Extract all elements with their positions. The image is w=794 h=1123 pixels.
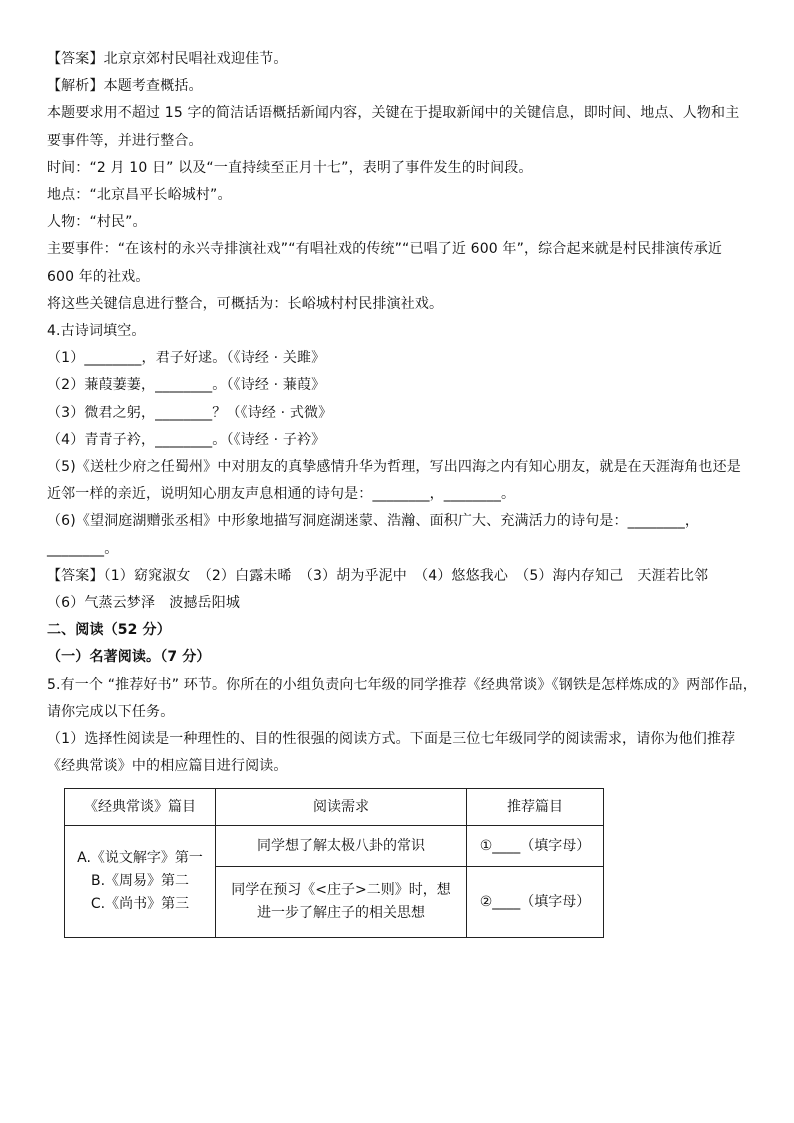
- option-b: B.《周易》第二: [90, 873, 190, 890]
- body-text: 主要事件：“在该村的永兴寺排演社戏”“有唱社戏的传统”“已唱了近 600 年”，综合起来就是村民排演传承近: [47, 241, 723, 258]
- body-text: 600 年的社戏。: [47, 268, 150, 285]
- option-c: C.《尚书》第三: [90, 896, 190, 913]
- body-text: 将这些关键信息进行整合，可概括为：长峪城村村民排演社戏。: [47, 295, 444, 312]
- body-text: 本题要求用不超过 15 字的简洁话语概括新闻内容，关键在于提取新闻中的关键信息，即时间、地点、人物和主: [47, 105, 740, 122]
- question-text: 《经典常谈》中的相应篇目进行阅读。: [47, 758, 288, 775]
- body-text: 人物：“村民”。: [47, 214, 147, 231]
- question-text: （1）选择性阅读是一种理性的、目的性很强的阅读方式。下面是三位七年级同学的阅读需求，请你为他们推荐: [47, 731, 736, 748]
- fill-blank-item: ________。: [47, 540, 119, 557]
- need-line: 同学在预习《<庄子>二则》时，想: [231, 882, 451, 899]
- document-page: [47, 46, 757, 938]
- fill-blank-item: （3）微君之躬，________？（《诗经 · 式微》: [47, 404, 333, 421]
- table-row: [65, 826, 604, 867]
- body-text: 时间：“2 月 10 日” 以及“一直持续至正月十七”，表明了事件发生的时间段。: [47, 159, 533, 176]
- table-header: 阅读需求: [216, 789, 467, 826]
- need-cell: [216, 867, 467, 938]
- question-text: 5.有一个 “推荐好书” 环节。你所在的小组负责向七年级的同学推荐《经典常谈》《钢铁是怎样炼成的》两部作品，: [47, 676, 757, 693]
- answer-cell: ①____（填字母）: [467, 826, 604, 867]
- recommendation-table: [64, 788, 604, 938]
- option-a: A.《说文解字》第一: [77, 850, 203, 867]
- analysis-line: 【解析】本题考查概括。: [47, 78, 203, 95]
- fill-blank-item: （6)《望洞庭湖赠张丞相》中形象地描写洞庭湖迷蒙、浩瀚、面积广大、充满活力的诗句是：________，: [47, 513, 700, 530]
- fill-blank-item: 近邻一样的亲近，说明知心朋友声息相通的诗句是：________，________。: [47, 486, 516, 503]
- question-title: 4.古诗词填空。: [47, 323, 146, 340]
- answer-line: （6）气蒸云梦泽 波撼岳阳城: [47, 595, 241, 612]
- answer-line: 【答案】（1）窈窕淑女 （2）白露未晞 （3）胡为乎泥中 （4）悠悠我心 （5）海内存知己 天涯若比邻: [47, 567, 709, 584]
- need-line: 进一步了解庄子的相关思想: [257, 905, 425, 922]
- section-heading: 二、阅读（52 分）: [47, 622, 171, 639]
- need-cell: 同学想了解太极八卦的常识: [216, 826, 467, 867]
- fill-blank-item: （2）蒹葭萋萋，________。（《诗经 · 蒹葭》: [47, 377, 326, 394]
- answer-cell: ②____（填字母）: [467, 867, 604, 938]
- table-header-row: [65, 789, 604, 826]
- table-header: 推荐篇目: [467, 789, 604, 826]
- subsection-heading: （一）名著阅读。（7 分）: [47, 649, 211, 666]
- fill-blank-item: （5)《送杜少府之任蜀州》中对朋友的真挚感情升华为哲理，写出四海之内有知心朋友，就是在天涯海角也还是: [47, 459, 741, 476]
- question-text: 请你完成以下任务。: [47, 703, 175, 720]
- answer-line: 【答案】北京京郊村民唱社戏迎佳节。: [47, 51, 288, 67]
- body-text: 要事件等，并进行整合。: [47, 132, 203, 149]
- table-header: 《经典常谈》篇目: [65, 789, 216, 826]
- options-cell: [65, 826, 216, 938]
- fill-blank-item: （1）________，君子好逑。（《诗经 · 关雎》: [47, 350, 326, 367]
- fill-blank-item: （4）青青子衿，________。（《诗经 · 子衿》: [47, 431, 326, 448]
- body-text: 地点：“北京昌平长峪城村”。: [47, 187, 232, 204]
